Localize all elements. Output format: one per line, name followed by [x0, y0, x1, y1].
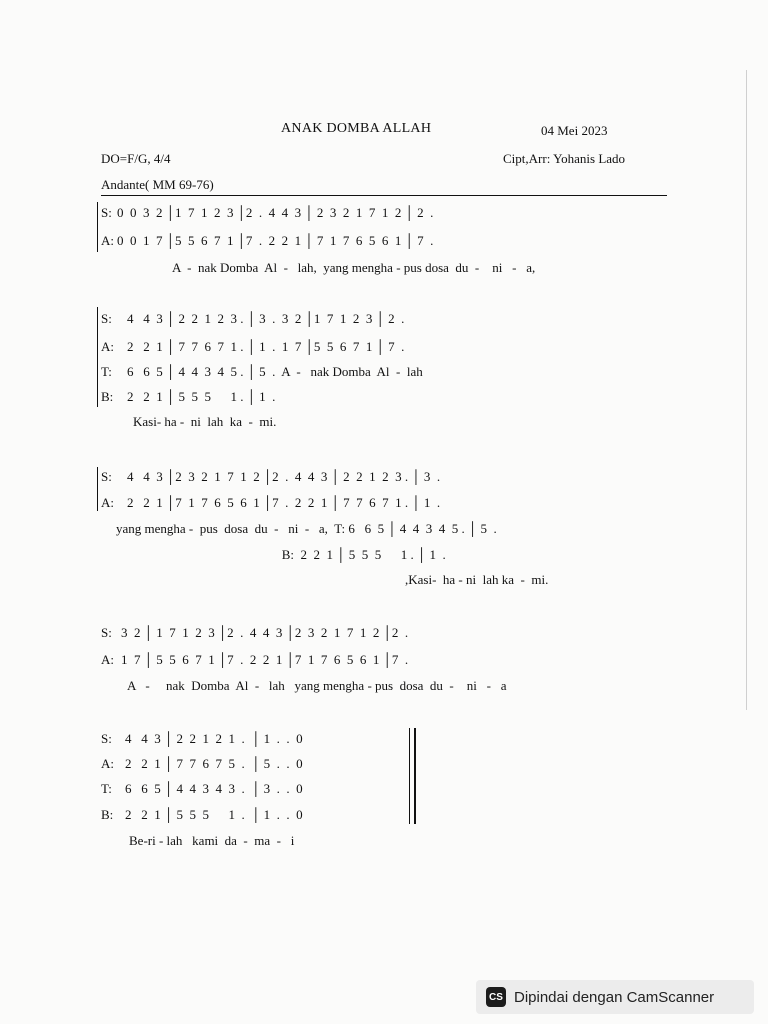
song-date: 04 Mei 2023: [541, 123, 608, 138]
lyrics-line: A - nak Domba Al - lah yang mengha - pus dosa du - ni - a: [127, 678, 507, 693]
page-edge-shadow: [746, 70, 747, 710]
system-bracket: [97, 467, 98, 511]
composer-credit: Cipt,Arr: Yohanis Lado: [503, 151, 626, 166]
final-barline-thick: [414, 728, 416, 824]
key-signature: DO=F/G, 4/4: [101, 151, 171, 166]
camscanner-logo-icon: CS: [486, 987, 506, 1007]
header-rule: [101, 195, 667, 196]
scanner-text: Dipindai dengan CamScanner: [514, 988, 715, 1006]
camscanner-watermark: [476, 980, 754, 1014]
lyrics-line: Kasi- ha - ni lah ka - mi.: [133, 414, 277, 429]
system-bracket: [97, 202, 98, 252]
lyrics-line: A - nak Domba Al - lah, yang mengha - pus dosa du - ni - a,: [172, 260, 536, 275]
song-title: ANAK DOMBA ALLAH: [281, 121, 432, 136]
system-bracket: [97, 307, 98, 407]
lyrics-line: Be-ri - lah kami da - ma - i: [129, 833, 295, 848]
final-barline: [409, 728, 410, 824]
tempo-marking: Andante( MM 69-76): [101, 177, 214, 192]
lyrics-line: ,Kasi- ha - ni lah ka - mi.: [405, 572, 549, 587]
